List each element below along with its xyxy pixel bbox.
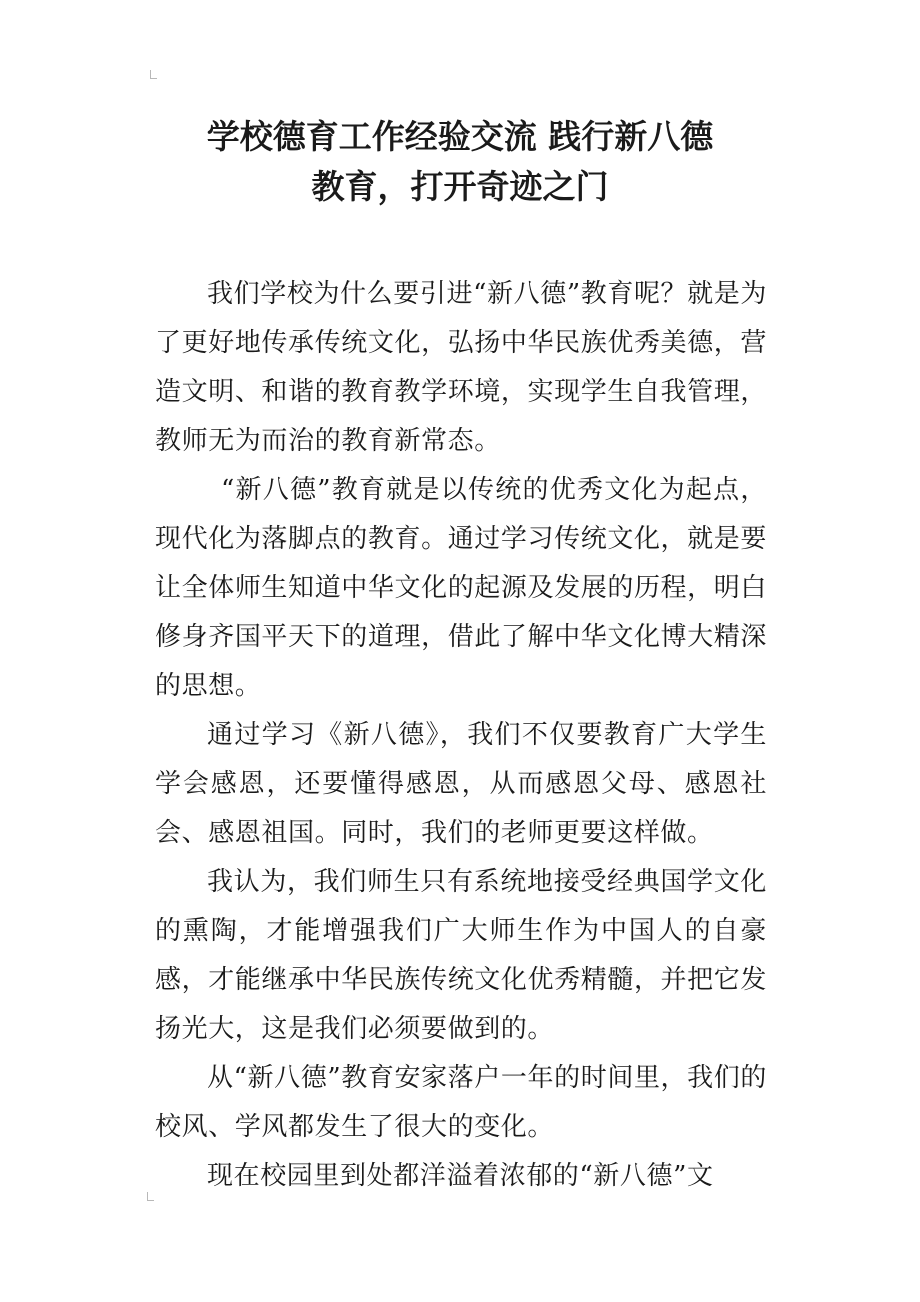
paragraph-4: 我认为，我们师生只有系统地接受经典国学文化的熏陶，才能增强我们广大师生作为中国人的自豪感，才能继承中华民族传统文化优秀精髓，并把它发扬光大，这是我们必须要做到的。 [155,867,767,1044]
paragraph-3: 通过学习《新八德》，我们不仅要教育广大学生学会感恩，还要懂得感恩，从而感恩父母、感恩社会、感恩祖国。同时，我们的老师更要这样做。 [155,720,767,848]
document-title [0,112,920,212]
document-body [155,270,767,1201]
paragraph-1: 我们学校为什么要引进“新八德”教育呢？就是为了更好地传承传统文化，弘扬中华民族优秀美德，营造文明、和谐的教育教学环境，实现学生自我管理，教师无为而治的教育新常态。 [155,279,767,456]
paragraph-5: 从“新八德”教育安家落户一年的时间里，我们的校风、学风都发生了很大的变化。 [155,1063,767,1142]
title-line-1: 学校德育工作经验交流 践行新八德 [206,117,714,156]
title-line-2: 教育，打开奇迹之门 [311,167,609,206]
corner-mark-bottom [147,1192,154,1201]
paragraph-2: “新八德”教育就是以传统的优秀文化为起点，现代化为落脚点的教育。通过学习传统文化，就是要让全体师生知道中华文化的起源及发展的历程，明白修身齐国平天下的道理，借此了解中华文化博大精深的思想。 [155,475,767,701]
corner-mark-top [150,70,157,79]
paragraph-6: 现在校园里到处都洋溢着浓郁的“新八德”文 [207,1161,714,1191]
